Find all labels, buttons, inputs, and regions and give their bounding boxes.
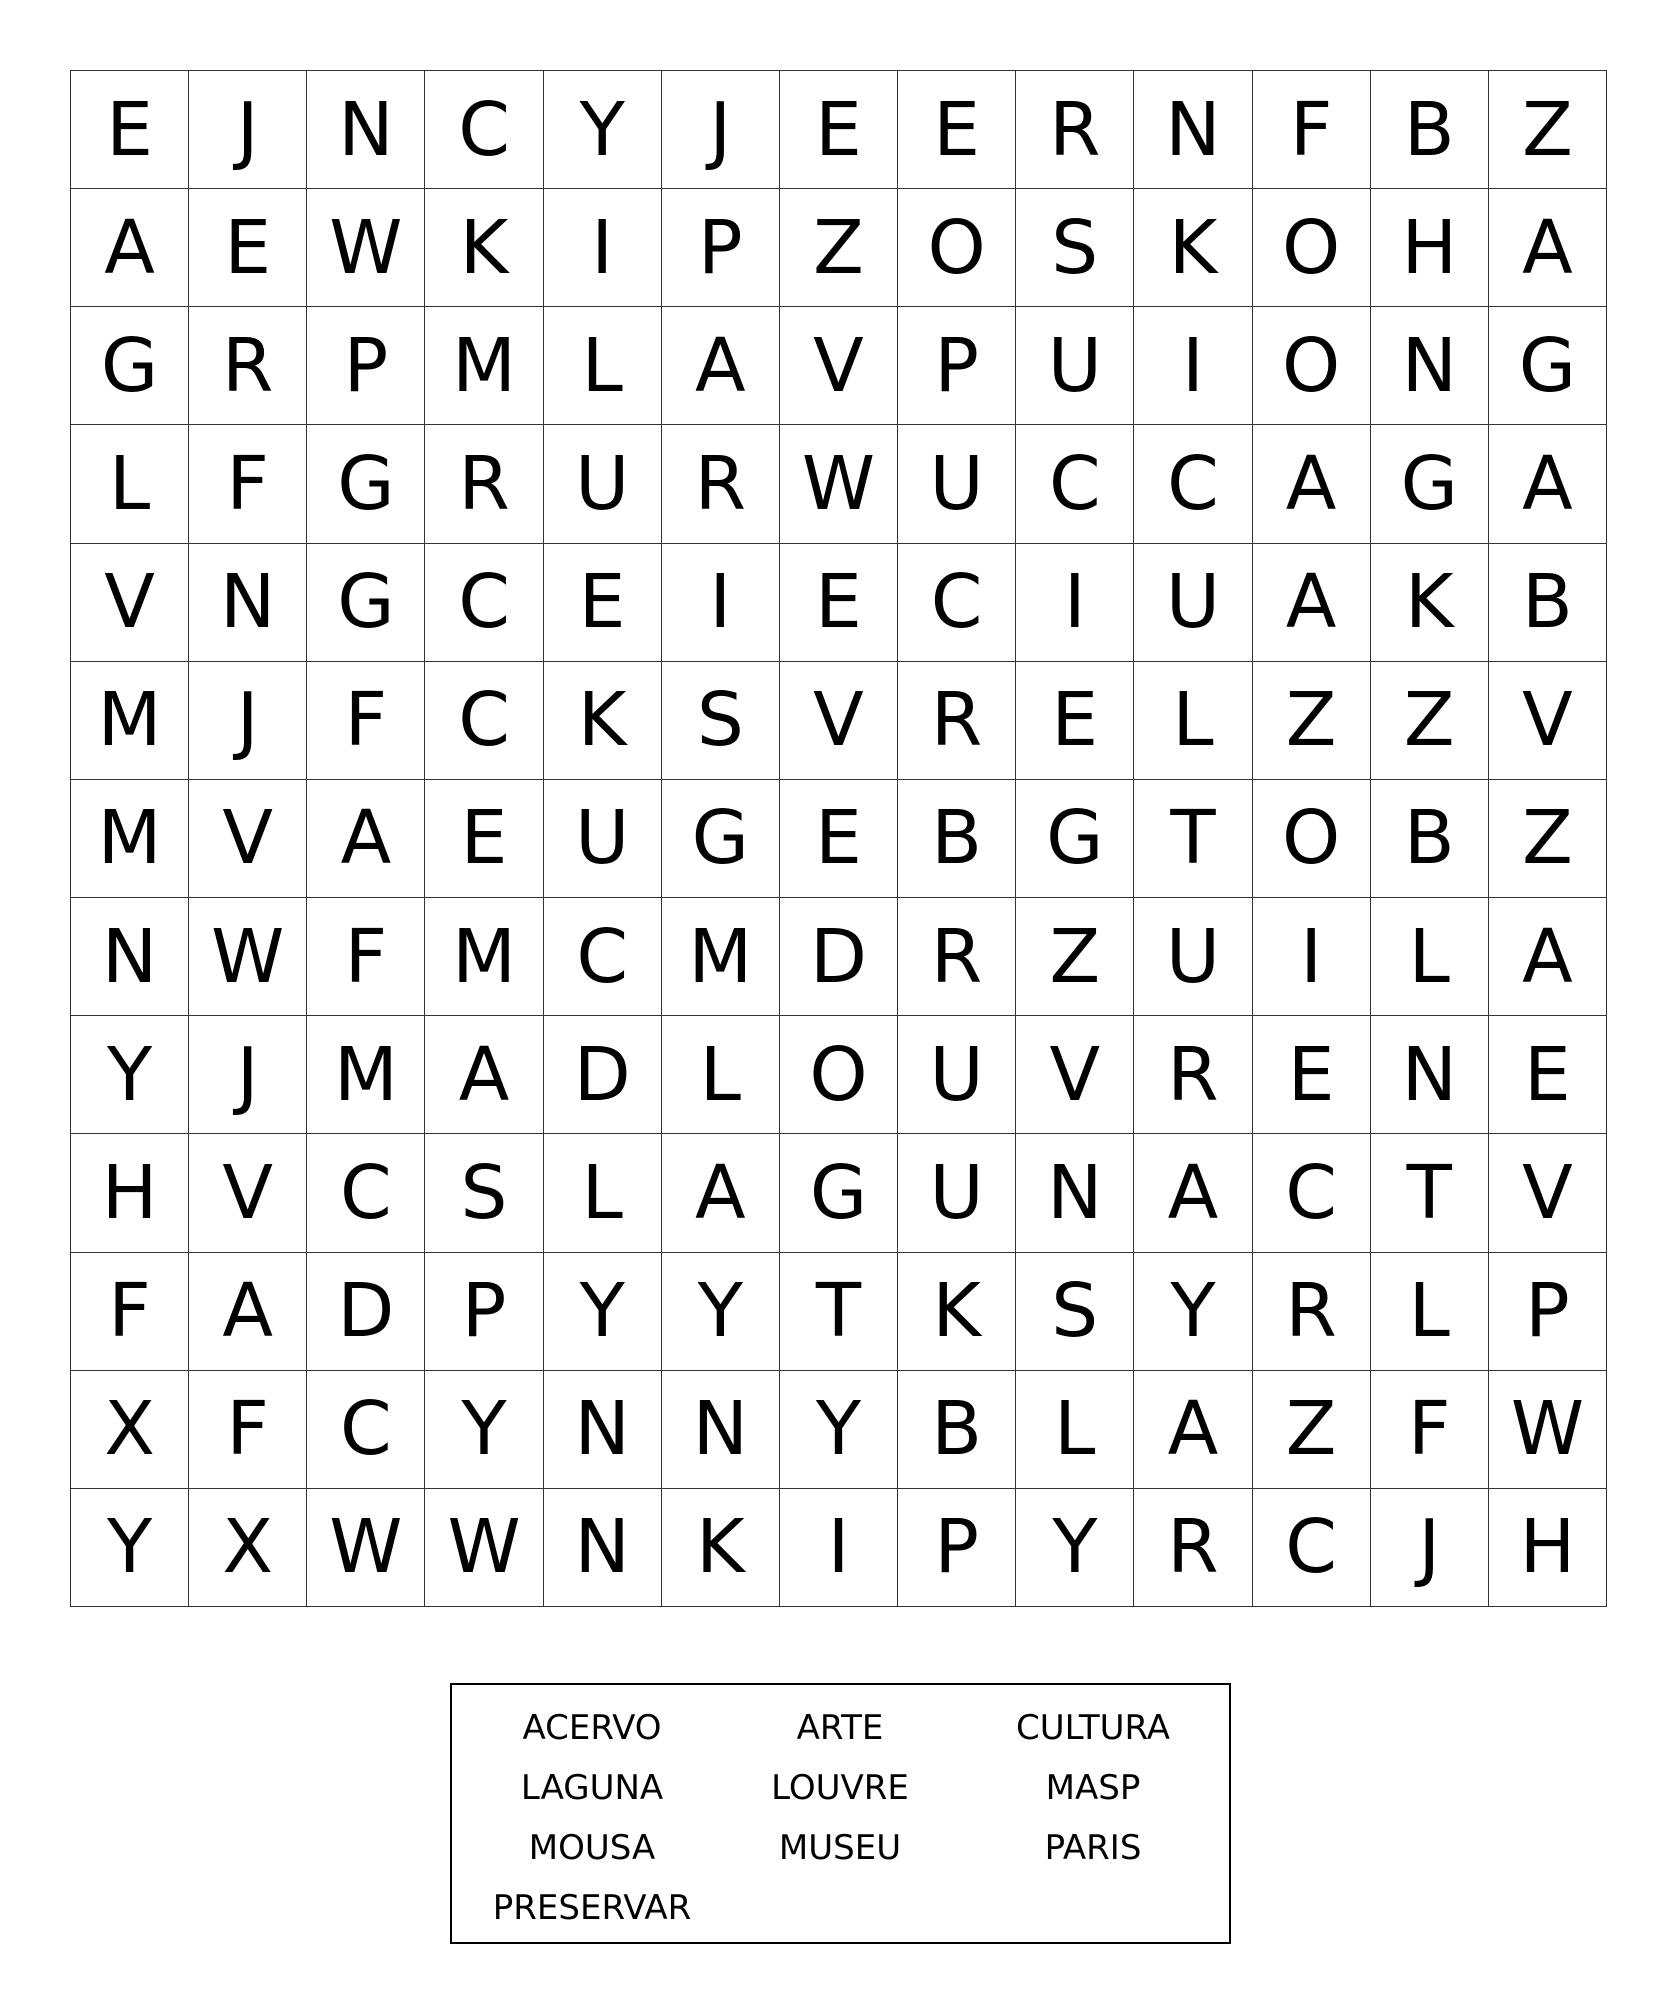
grid-cell[interactable]: A <box>307 780 425 898</box>
grid-cell[interactable]: E <box>189 189 307 307</box>
grid-cell[interactable]: G <box>1489 307 1607 425</box>
grid-cell[interactable]: N <box>662 1371 780 1489</box>
grid-cell[interactable]: T <box>1371 1134 1489 1252</box>
grid-cell[interactable]: G <box>71 307 189 425</box>
grid-cell[interactable]: P <box>662 189 780 307</box>
grid-cell[interactable]: S <box>1016 189 1134 307</box>
grid-cell[interactable]: I <box>1016 544 1134 662</box>
grid-cell[interactable]: S <box>662 662 780 780</box>
grid-cell[interactable]: H <box>1371 189 1489 307</box>
grid-cell[interactable]: N <box>1371 1016 1489 1134</box>
grid-cell[interactable]: C <box>307 1371 425 1489</box>
grid-cell[interactable]: Y <box>71 1489 189 1607</box>
grid-cell[interactable]: B <box>1371 71 1489 189</box>
grid-cell[interactable]: W <box>307 1489 425 1607</box>
grid-cell[interactable]: Y <box>662 1253 780 1371</box>
grid-cell[interactable]: O <box>780 1016 898 1134</box>
grid-cell[interactable]: O <box>1253 780 1371 898</box>
grid-cell[interactable]: W <box>307 189 425 307</box>
grid-cell[interactable]: Y <box>71 1016 189 1134</box>
word-bank-item: CULTURA <box>1015 1708 1171 1748</box>
grid-cell[interactable]: L <box>1371 1253 1489 1371</box>
grid-cell[interactable]: E <box>898 71 1016 189</box>
grid-cell[interactable]: R <box>898 662 1016 780</box>
grid-cell[interactable]: E <box>425 780 543 898</box>
word-bank-item: LOUVRE <box>771 1768 909 1808</box>
grid-cell[interactable]: Y <box>425 1371 543 1489</box>
grid-cell[interactable]: I <box>1134 307 1252 425</box>
grid-cell[interactable]: J <box>1371 1489 1489 1607</box>
grid-cell[interactable]: N <box>1016 1134 1134 1252</box>
grid-cell[interactable]: Y <box>780 1371 898 1489</box>
grid-cell[interactable]: V <box>780 307 898 425</box>
grid-cell[interactable]: V <box>1489 1134 1607 1252</box>
grid-cell[interactable]: V <box>189 1134 307 1252</box>
grid-cell[interactable]: K <box>1371 544 1489 662</box>
grid-cell[interactable]: A <box>71 189 189 307</box>
word-bank-item: LAGUNA <box>520 1768 664 1808</box>
grid-cell[interactable]: C <box>1253 1489 1371 1607</box>
grid-cell[interactable]: T <box>1134 780 1252 898</box>
grid-cell[interactable]: M <box>425 898 543 1016</box>
grid-cell[interactable]: A <box>1134 1371 1252 1489</box>
grid-cell[interactable]: B <box>1371 780 1489 898</box>
grid-cell[interactable]: U <box>544 780 662 898</box>
grid-cell[interactable]: K <box>544 662 662 780</box>
grid-cell[interactable]: A <box>1489 898 1607 1016</box>
grid-cell[interactable]: V <box>189 780 307 898</box>
word-bank-item: MOUSA <box>528 1828 656 1868</box>
grid-cell[interactable]: O <box>1253 189 1371 307</box>
grid-cell[interactable]: J <box>662 71 780 189</box>
grid-cell[interactable]: V <box>1016 1016 1134 1134</box>
grid-cell[interactable]: I <box>544 189 662 307</box>
grid-cell[interactable]: F <box>307 898 425 1016</box>
grid-cell[interactable]: S <box>425 1134 543 1252</box>
grid-cell[interactable]: C <box>425 71 543 189</box>
grid-cell[interactable]: U <box>898 425 1016 543</box>
grid-cell[interactable]: T <box>780 1253 898 1371</box>
grid-cell[interactable]: A <box>1253 544 1371 662</box>
grid-cell[interactable]: U <box>898 1134 1016 1252</box>
grid-cell[interactable]: R <box>1134 1016 1252 1134</box>
grid-cell[interactable]: J <box>189 1016 307 1134</box>
grid-cell[interactable]: P <box>898 1489 1016 1607</box>
grid-cell[interactable]: Z <box>1253 662 1371 780</box>
grid-cell[interactable]: G <box>307 544 425 662</box>
grid-cell[interactable]: A <box>1134 1134 1252 1252</box>
grid-cell[interactable]: K <box>425 189 543 307</box>
grid-cell[interactable]: M <box>307 1016 425 1134</box>
grid-cell[interactable]: C <box>1134 425 1252 543</box>
grid-cell[interactable]: U <box>1134 898 1252 1016</box>
grid-cell[interactable]: Y <box>544 1253 662 1371</box>
grid-cell[interactable]: A <box>425 1016 543 1134</box>
grid-cell[interactable]: J <box>189 662 307 780</box>
grid-cell[interactable]: M <box>71 780 189 898</box>
grid-cell[interactable]: A <box>1489 425 1607 543</box>
grid-cell[interactable]: X <box>189 1489 307 1607</box>
grid-cell[interactable]: H <box>71 1134 189 1252</box>
grid-cell[interactable]: R <box>189 307 307 425</box>
grid-cell[interactable]: P <box>1489 1253 1607 1371</box>
grid-cell[interactable]: E <box>1253 1016 1371 1134</box>
grid-cell[interactable]: W <box>780 425 898 543</box>
grid-cell[interactable]: G <box>1016 780 1134 898</box>
grid-cell[interactable]: H <box>1489 1489 1607 1607</box>
grid-cell[interactable]: E <box>71 71 189 189</box>
grid-cell[interactable]: P <box>307 307 425 425</box>
grid-cell[interactable]: A <box>662 1134 780 1252</box>
grid-cell[interactable]: R <box>662 425 780 543</box>
grid-cell[interactable]: V <box>780 662 898 780</box>
word-bank-item: ACERVO <box>522 1708 662 1748</box>
grid-cell[interactable]: W <box>425 1489 543 1607</box>
grid-cell[interactable]: B <box>1489 544 1607 662</box>
grid-cell[interactable]: Z <box>1253 1371 1371 1489</box>
grid-cell[interactable]: F <box>189 1371 307 1489</box>
grid-cell[interactable]: U <box>898 1016 1016 1134</box>
grid-cell[interactable]: C <box>425 662 543 780</box>
grid-cell[interactable]: N <box>189 544 307 662</box>
grid-cell[interactable]: R <box>898 898 1016 1016</box>
grid-cell[interactable]: W <box>1489 1371 1607 1489</box>
grid-cell[interactable]: A <box>189 1253 307 1371</box>
grid-cell[interactable]: U <box>1016 307 1134 425</box>
grid-cell[interactable]: K <box>662 1489 780 1607</box>
grid-cell[interactable]: W <box>189 898 307 1016</box>
grid-cell[interactable]: S <box>1016 1253 1134 1371</box>
grid-cell[interactable]: N <box>1134 71 1252 189</box>
grid-cell[interactable]: J <box>189 71 307 189</box>
grid-cell[interactable]: L <box>1134 662 1252 780</box>
grid-cell[interactable]: G <box>662 780 780 898</box>
grid-cell[interactable]: E <box>780 71 898 189</box>
grid-cell[interactable]: P <box>425 1253 543 1371</box>
grid-cell[interactable]: L <box>1371 898 1489 1016</box>
grid-cell[interactable]: E <box>780 544 898 662</box>
grid-cell[interactable]: N <box>544 1371 662 1489</box>
word-bank-item: ARTE <box>796 1708 884 1748</box>
grid-cell[interactable]: D <box>307 1253 425 1371</box>
grid-cell[interactable]: R <box>1134 1489 1252 1607</box>
grid-cell[interactable]: K <box>898 1253 1016 1371</box>
grid-cell[interactable]: L <box>544 307 662 425</box>
grid-cell[interactable]: N <box>1371 307 1489 425</box>
grid-cell[interactable]: Z <box>1489 71 1607 189</box>
grid-cell[interactable]: F <box>1371 1371 1489 1489</box>
grid-cell[interactable]: V <box>71 544 189 662</box>
grid-cell[interactable]: E <box>1016 662 1134 780</box>
grid-cell[interactable]: L <box>544 1134 662 1252</box>
grid-cell[interactable]: Y <box>1016 1489 1134 1607</box>
word-bank-item: MUSEU <box>778 1828 902 1868</box>
grid-cell[interactable]: Z <box>1489 780 1607 898</box>
grid-cell[interactable]: L <box>1016 1371 1134 1489</box>
grid-cell[interactable]: Y <box>544 71 662 189</box>
grid-cell[interactable]: R <box>1253 1253 1371 1371</box>
grid-cell[interactable]: B <box>898 1371 1016 1489</box>
grid-cell[interactable]: C <box>425 544 543 662</box>
grid-cell[interactable]: N <box>544 1489 662 1607</box>
grid-cell[interactable]: P <box>898 307 1016 425</box>
grid-cell[interactable]: G <box>780 1134 898 1252</box>
grid-cell[interactable]: L <box>71 425 189 543</box>
grid-cell[interactable]: I <box>662 544 780 662</box>
grid-cell[interactable]: A <box>1489 189 1607 307</box>
grid-cell[interactable]: F <box>1253 71 1371 189</box>
grid-cell[interactable]: G <box>307 425 425 543</box>
grid-cell[interactable]: N <box>307 71 425 189</box>
grid-cell[interactable]: C <box>1016 425 1134 543</box>
grid-cell[interactable]: A <box>662 307 780 425</box>
grid-cell[interactable]: C <box>1253 1134 1371 1252</box>
grid-cell[interactable]: F <box>71 1253 189 1371</box>
grid-cell[interactable]: O <box>1253 307 1371 425</box>
grid-cell[interactable]: D <box>780 898 898 1016</box>
word-bank-item: MASP <box>1045 1768 1141 1808</box>
grid-cell[interactable]: U <box>1134 544 1252 662</box>
grid-cell[interactable]: C <box>544 898 662 1016</box>
grid-cell[interactable]: A <box>1253 425 1371 543</box>
grid-cell[interactable]: M <box>71 662 189 780</box>
word-bank-item: PARIS <box>1044 1828 1142 1868</box>
grid-cell[interactable]: D <box>544 1016 662 1134</box>
word-bank-item: PRESERVAR <box>492 1888 692 1928</box>
grid-cell[interactable]: R <box>1016 71 1134 189</box>
grid-cell[interactable]: E <box>1489 1016 1607 1134</box>
grid-cell[interactable]: O <box>898 189 1016 307</box>
grid-cell[interactable]: I <box>1253 898 1371 1016</box>
grid-cell[interactable]: Z <box>780 189 898 307</box>
grid-cell[interactable]: E <box>544 544 662 662</box>
grid-cell[interactable]: X <box>71 1371 189 1489</box>
grid-cell[interactable]: G <box>1371 425 1489 543</box>
word-bank <box>450 1683 1231 1944</box>
grid-cell[interactable]: K <box>1134 189 1252 307</box>
grid-cell[interactable]: Z <box>1371 662 1489 780</box>
grid-cell[interactable]: M <box>425 307 543 425</box>
grid-cell[interactable]: B <box>898 780 1016 898</box>
grid-cell[interactable]: Y <box>1134 1253 1252 1371</box>
grid-cell[interactable]: M <box>662 898 780 1016</box>
grid-cell[interactable]: U <box>544 425 662 543</box>
grid-cell[interactable]: Z <box>1016 898 1134 1016</box>
grid-cell[interactable]: I <box>780 1489 898 1607</box>
grid-cell[interactable]: N <box>71 898 189 1016</box>
grid-cell[interactable]: C <box>307 1134 425 1252</box>
grid-cell[interactable]: L <box>662 1016 780 1134</box>
grid-cell[interactable]: F <box>189 425 307 543</box>
grid-cell[interactable]: R <box>425 425 543 543</box>
word-search-grid <box>70 70 1607 1607</box>
grid-cell[interactable]: C <box>898 544 1016 662</box>
grid-cell[interactable]: E <box>780 780 898 898</box>
grid-cell[interactable]: V <box>1489 662 1607 780</box>
grid-cell[interactable]: F <box>307 662 425 780</box>
